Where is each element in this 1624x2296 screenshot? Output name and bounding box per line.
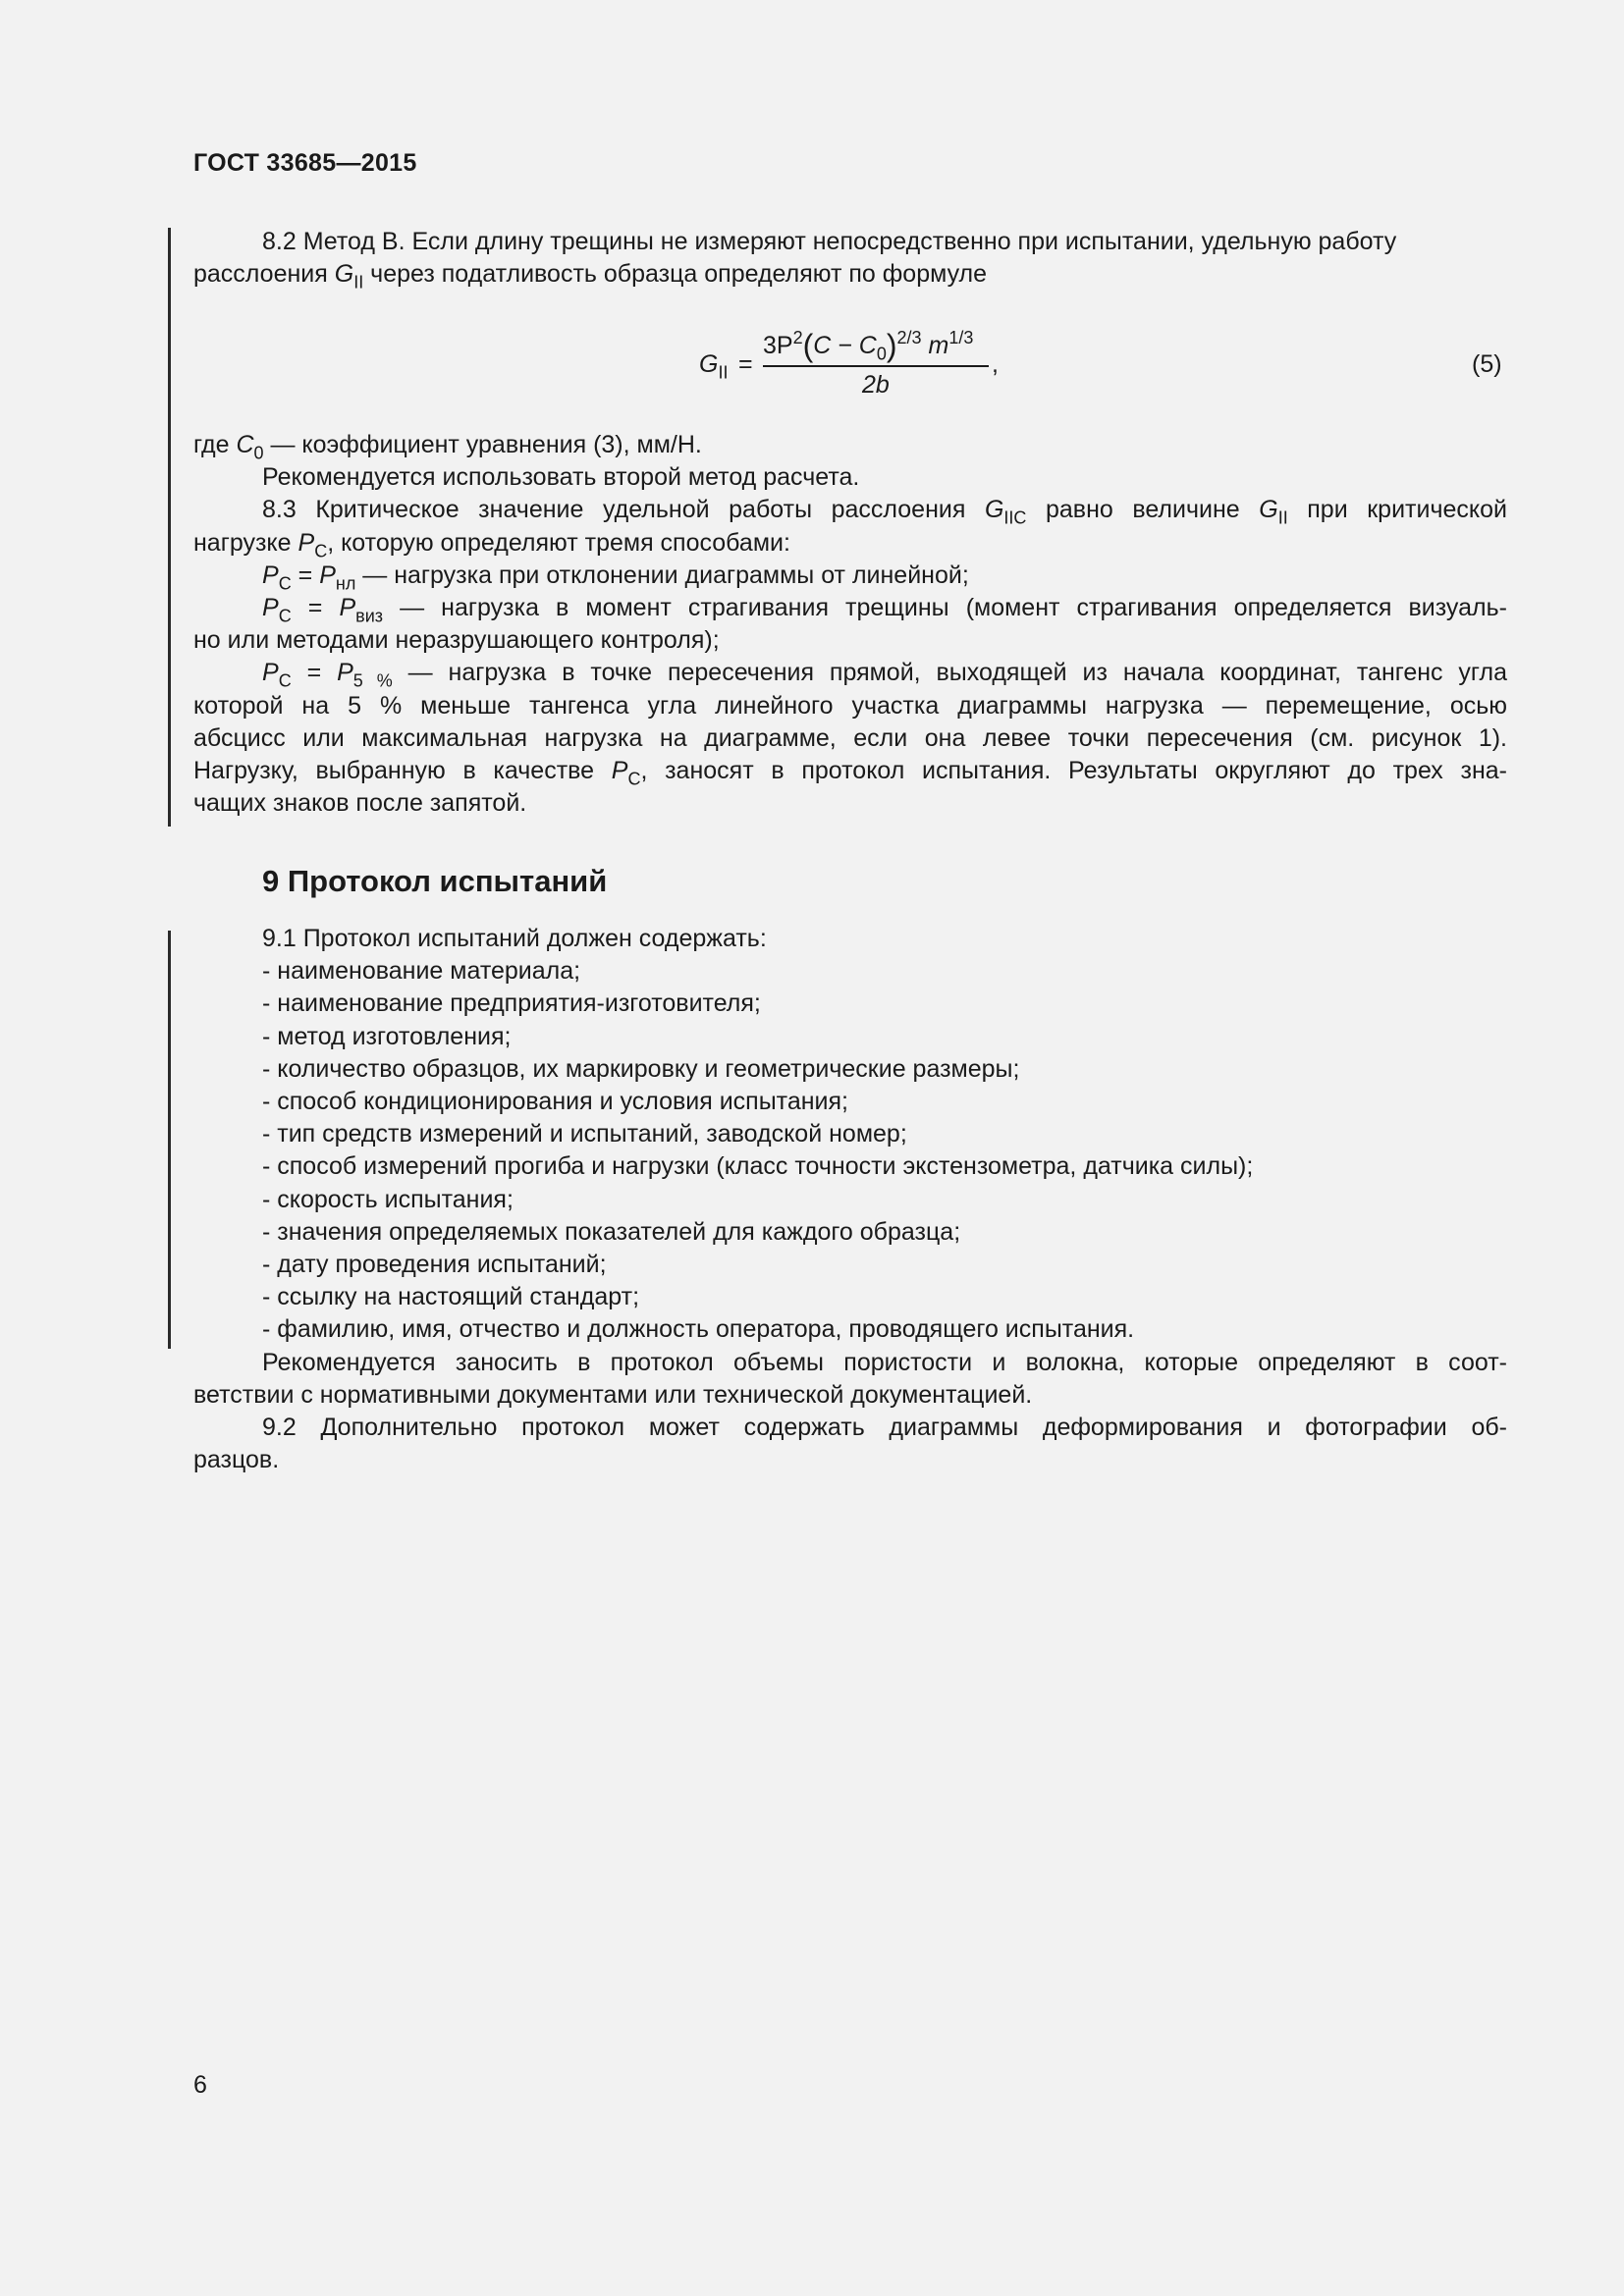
text-line: 9.1 Протокол испытаний должен содержать: xyxy=(262,925,767,952)
change-bar xyxy=(168,228,171,827)
list-item: - скорость испытания; xyxy=(262,1185,514,1213)
text-line: 8.2 Метод В. Если длину трещины не измеряют непосредственно при испытании, удельную работу xyxy=(262,228,1397,255)
list-item: - способ измерений прогиба и нагрузки (класс точности экстензометра, датчика силы); xyxy=(262,1152,1254,1181)
list-item: - значения определяемых показателей для каждого образца; xyxy=(262,1217,961,1246)
list-item: - тип средств измерений и испытаний, заводской номер; xyxy=(262,1120,907,1148)
formula-lhs: $G_{II}$ xyxy=(699,350,729,383)
text-line: 9.2 Дополнительно протокол может содержать диаграммы деформирования и фотографии об- xyxy=(262,1414,1507,1442)
paragraph-8-2 xyxy=(193,226,1507,291)
text-line: чащих знаков после запятой. xyxy=(193,789,527,818)
text-line: ветствии с нормативными документами или технической документацией. xyxy=(193,1380,1033,1409)
section-9-title: 9 Протокол испытаний xyxy=(262,864,608,898)
list-item: - дату проведения испытаний; xyxy=(262,1251,607,1279)
text-line: разцов. xyxy=(193,1446,280,1474)
text-line: Рекомендуется заносить в протокол объемы пористости и волокна, которые определяют в соот- xyxy=(262,1348,1507,1376)
formula-numerator: $3P^2(C - C_0)^{2/3}$ $m^{1/3}$ xyxy=(763,328,974,364)
page-number: 6 xyxy=(193,2071,207,2099)
formula-comma: , xyxy=(992,350,999,378)
formula-denominator: 2b xyxy=(862,371,890,399)
formula-equals: = xyxy=(738,350,753,378)
list-item: - метод изготовления; xyxy=(262,1022,512,1050)
text-line: $P_C = P_{виз}$ — нагрузка в момент страгивания трещины (момент страгивания определяется визуаль- xyxy=(262,594,1507,626)
list-item: - фамилию, имя, отчество и должность оператора, проводящего испытания. xyxy=(262,1315,1135,1344)
list-item: - количество образцов, их маркировку и геометрические размеры; xyxy=(262,1054,1020,1083)
list-item: - наименование предприятия-изготовителя; xyxy=(262,989,761,1018)
list-item: - ссылку на настоящий стандарт; xyxy=(262,1283,640,1311)
paragraph-where xyxy=(193,429,1507,820)
list-item: - способ кондиционирования и условия испытания; xyxy=(262,1088,848,1116)
text-line: которой на 5 % меньше тангенса угла линейного участка диаграммы нагрузка — перемещение, осью xyxy=(193,691,1507,720)
list-item: - наименование материала; xyxy=(262,957,581,986)
fraction-bar xyxy=(763,365,989,367)
text-line: $P_C = P_{5 \%}$ — нагрузка в точке пересечения прямой, выходящей из начала координат, тангенс угла xyxy=(262,659,1507,691)
text-line: абсцисс или максимальная нагрузка на диаграмме, если она левее точки пересечения (см. рисунок 1). xyxy=(193,723,1507,752)
document-code: ГОСТ 33685—2015 xyxy=(193,149,417,177)
change-bar xyxy=(168,931,171,1349)
text-line: Нагрузку, выбранную в качестве $P_C$, заносят в протокол испытания. Результаты округляют до трех зна- xyxy=(193,757,1507,789)
text-line: 8.3 Критическое значение удельной работы расслоения $G_{IIC}$ равно величине $G_{II}$ при критической xyxy=(262,496,1507,528)
formula-number: (5) xyxy=(1472,350,1502,378)
text-line: где $C_0$ — коэффициент уравнения (3), мм/Н. xyxy=(193,431,702,463)
text-line: Рекомендуется использовать второй метод расчета. xyxy=(262,463,860,492)
text-line: расслоения $G_{II}$ через податливость образца определяют по формуле xyxy=(193,260,988,293)
section-9-body xyxy=(193,923,1507,1476)
text-line: $P_C = P_{нл}$ — нагрузка при отклонении диаграммы от линейной; xyxy=(262,561,969,594)
requirements-list xyxy=(193,955,1507,1346)
text-line: но или методами неразрушающего контроля); xyxy=(193,626,720,655)
text-line: нагрузке $P_C$, которую определяют тремя способами: xyxy=(193,528,790,561)
